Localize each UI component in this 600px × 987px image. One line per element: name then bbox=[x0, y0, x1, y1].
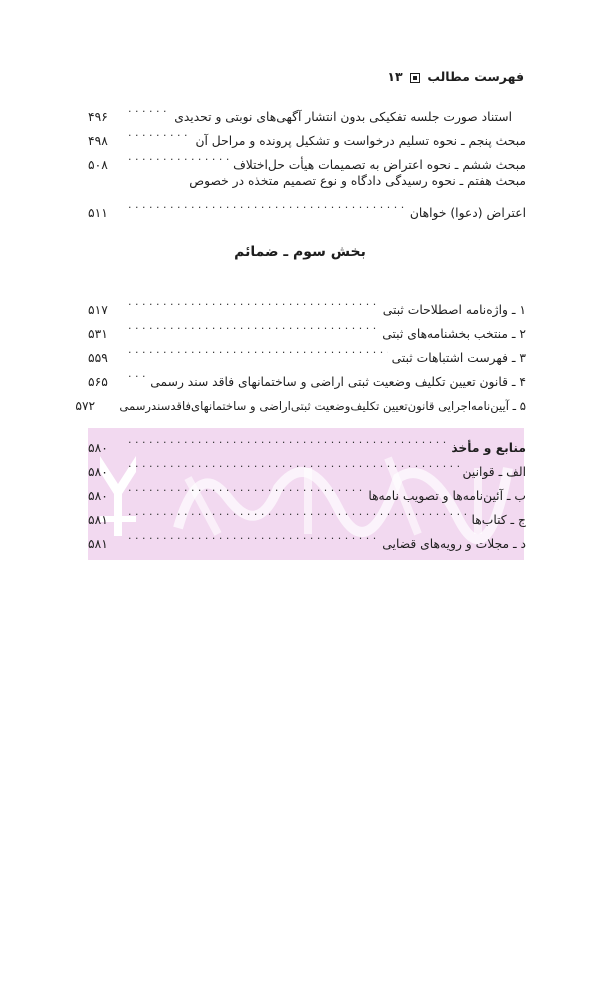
toc-entry bbox=[88, 169, 526, 193]
leader-dots bbox=[128, 121, 191, 145]
leader-dots bbox=[128, 314, 378, 338]
leader-dots bbox=[128, 428, 447, 452]
entry-page: ۵۶۵ bbox=[88, 375, 108, 389]
entry-page: ۵۷۲ bbox=[75, 399, 96, 413]
entry-text: ۱ ـ واژه‌نامه اصطلاحات ثبتی bbox=[382, 303, 526, 317]
entry-text: مبحث هفتم ـ نحوه رسیدگی دادگاه و نوع تصمیم متخذه در خصوص bbox=[189, 174, 526, 188]
entry-page: ۵۱۱ bbox=[88, 206, 108, 220]
section-title: بخش سوم ـ ضمائم bbox=[234, 244, 366, 260]
toc-entry bbox=[88, 338, 526, 365]
toc-entry bbox=[88, 314, 526, 341]
header-page-number: ۱۳ bbox=[387, 69, 403, 84]
toc-entry bbox=[88, 428, 526, 455]
toc-entry bbox=[88, 290, 526, 317]
toc-entry bbox=[75, 386, 526, 413]
entry-page: ۴۹۶ bbox=[88, 110, 108, 124]
entry-page: ۴۹۸ bbox=[88, 134, 108, 148]
entry-text: ج ـ کتاب‌ها bbox=[471, 513, 526, 527]
toc-entry bbox=[88, 362, 526, 389]
entry-text: استناد صورت جلسه تفکیکی بدون انتشار آگهی‌های نوبتی و تحدیدی bbox=[174, 110, 512, 124]
entry-text: ۴ ـ قانون تعیین تکلیف وضعیت ثبتی اراضی و ساختمانهای فاقد سند رسمی bbox=[150, 375, 526, 389]
entry-text: د ـ مجلات و رویه‌های قضایی bbox=[382, 537, 526, 551]
toc-entry bbox=[88, 145, 526, 172]
entry-page: ۵۳۱ bbox=[88, 327, 108, 341]
toc-entry bbox=[88, 476, 526, 503]
entry-text: اعتراض (دعوا) خواهان bbox=[409, 206, 526, 220]
leader-dots bbox=[128, 362, 146, 386]
toc-entry bbox=[88, 121, 526, 148]
entry-page: ۵۵۹ bbox=[88, 351, 108, 365]
header-title: فهرست مطالب bbox=[427, 69, 524, 84]
leader-dots bbox=[128, 476, 364, 500]
toc-entry bbox=[88, 524, 526, 551]
entry-text: ۵ ـ آیین‌نامه‌اجرایی قانون‌تعیین تکلیف‌وضعیت ثبتی‌اراضی و ساختمانهای‌فاقد‌سند‌رسمی bbox=[119, 399, 526, 413]
toc-entry bbox=[88, 193, 526, 220]
leader-dots bbox=[128, 290, 379, 314]
leader-dots bbox=[128, 145, 229, 169]
entry-page: ۵۰۸ bbox=[88, 158, 108, 172]
entry-text: منابع و مأخذ bbox=[451, 441, 526, 455]
entry-text: ۲ ـ منتخب بخشنامه‌های ثبتی bbox=[382, 327, 526, 341]
entry-text: ۳ ـ فهرست اشتباهات ثبتی bbox=[391, 351, 526, 365]
entry-page: ۵۱۷ bbox=[88, 303, 108, 317]
toc-entry bbox=[88, 452, 526, 479]
entry-page: ۵۸۱ bbox=[88, 513, 108, 527]
toc-entry bbox=[88, 500, 526, 527]
leader-dots bbox=[128, 193, 406, 217]
entry-text: ب ـ آئین‌نامه‌ها و تصویب نامه‌ها bbox=[368, 489, 526, 503]
toc-section3 bbox=[75, 290, 526, 413]
leader-dots bbox=[128, 97, 170, 121]
square-bullet-icon bbox=[410, 73, 420, 83]
leader-dots bbox=[128, 524, 378, 548]
toc-sources bbox=[88, 428, 526, 551]
entry-text: الف ـ قوانین bbox=[462, 465, 526, 479]
entry-page: ۵۸۱ bbox=[88, 537, 108, 551]
toc-part1 bbox=[88, 97, 526, 220]
entry-text: مبحث پنجم ـ نحوه تسلیم درخواست و تشکیل پرونده و مراحل آن bbox=[195, 134, 526, 148]
entry-page: ۵۸۰ bbox=[88, 441, 108, 455]
entry-page: ۵۸۰ bbox=[88, 489, 108, 503]
leader-dots bbox=[128, 338, 388, 362]
running-header bbox=[76, 66, 524, 88]
entry-page: ۵۸۰ bbox=[88, 465, 108, 479]
leader-dots bbox=[128, 500, 468, 524]
leader-dots bbox=[128, 452, 459, 476]
entry-text: مبحث ششم ـ نحوه اعتراض به تصمیمات هیأت حل‌اختلاف bbox=[233, 158, 526, 172]
toc-entry bbox=[88, 97, 526, 124]
